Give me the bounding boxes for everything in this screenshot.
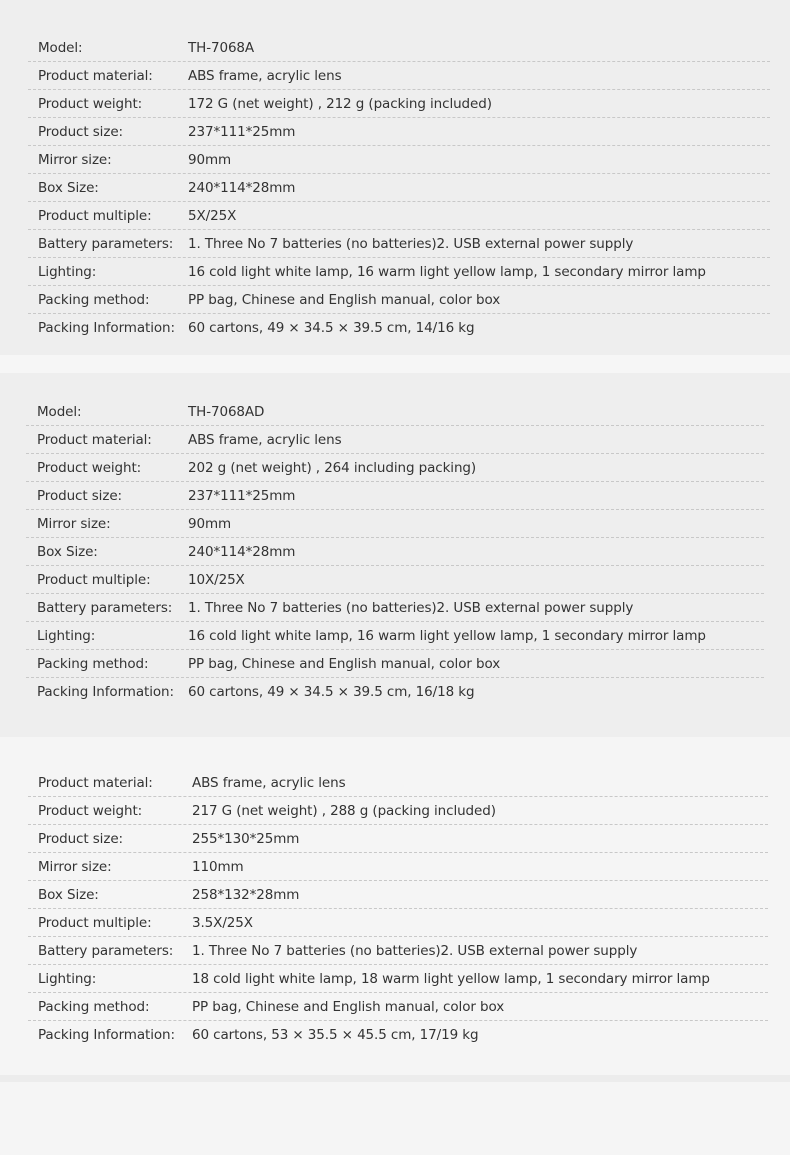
spec-row bbox=[26, 454, 764, 482]
spec-label: Box Size: bbox=[38, 886, 99, 903]
spec-value: 16 cold light white lamp, 16 warm light yellow lamp, 1 secondary mirror lamp bbox=[188, 263, 706, 280]
spec-row bbox=[28, 286, 770, 314]
spec-value: 60 cartons, 49 × 34.5 × 39.5 cm, 16/18 kg bbox=[188, 684, 475, 700]
spec-row bbox=[28, 90, 770, 118]
spec-row bbox=[26, 482, 764, 510]
spec-label: Lighting: bbox=[37, 627, 96, 644]
spec-table-2 bbox=[26, 398, 764, 706]
spec-value: 90mm bbox=[188, 515, 232, 532]
spec-label: Packing Information: bbox=[38, 1027, 175, 1043]
spec-value: 16 cold light white lamp, 16 warm light yellow lamp, 1 secondary mirror lamp bbox=[188, 627, 706, 644]
spec-label: Product size: bbox=[38, 830, 123, 847]
spec-value: ABS frame, acrylic lens bbox=[188, 67, 342, 84]
spec-value: ABS frame, acrylic lens bbox=[188, 431, 342, 448]
spec-label: Mirror size: bbox=[38, 151, 112, 168]
spec-row bbox=[28, 314, 770, 342]
spec-row bbox=[28, 230, 770, 258]
spec-value: ABS frame, acrylic lens bbox=[192, 774, 346, 791]
spec-value: 237*111*25mm bbox=[188, 123, 296, 140]
spec-row bbox=[28, 825, 768, 853]
spec-row bbox=[28, 937, 768, 965]
spec-value: 60 cartons, 53 × 35.5 × 45.5 cm, 17/19 kg bbox=[192, 1027, 479, 1043]
spec-label: Product weight: bbox=[37, 459, 142, 476]
spec-row bbox=[26, 678, 764, 706]
spec-row bbox=[28, 853, 768, 881]
spec-row bbox=[28, 993, 768, 1021]
spec-row bbox=[28, 258, 770, 286]
spec-value: 60 cartons, 49 × 34.5 × 39.5 cm, 14/16 kg bbox=[188, 320, 475, 336]
spec-label: Box Size: bbox=[37, 543, 98, 560]
panel-divider bbox=[0, 355, 790, 373]
spec-label: Model: bbox=[37, 403, 82, 420]
panel-divider bbox=[0, 1075, 790, 1082]
spec-label: Product weight: bbox=[38, 95, 143, 112]
spec-value: TH-7068A bbox=[188, 39, 255, 56]
spec-row bbox=[26, 622, 764, 650]
spec-label: Mirror size: bbox=[38, 858, 112, 875]
spec-row bbox=[28, 146, 770, 174]
spec-row bbox=[28, 965, 768, 993]
spec-value: 255*130*25mm bbox=[192, 830, 300, 847]
spec-value: 110mm bbox=[192, 858, 244, 875]
spec-value: 1. Three No 7 batteries (no batteries)2. USB external power supply bbox=[192, 942, 638, 959]
spec-label: Product size: bbox=[38, 123, 123, 140]
spec-value: 90mm bbox=[188, 151, 232, 168]
spec-label: Lighting: bbox=[38, 970, 97, 987]
spec-row bbox=[26, 510, 764, 538]
spec-value: 10X/25X bbox=[188, 571, 245, 588]
spec-row bbox=[26, 650, 764, 678]
spec-row bbox=[26, 398, 764, 426]
spec-value: PP bag, Chinese and English manual, color box bbox=[188, 291, 501, 308]
spec-row bbox=[28, 909, 768, 937]
spec-value: 1. Three No 7 batteries (no batteries)2. USB external power supply bbox=[188, 599, 634, 616]
spec-value: 1. Three No 7 batteries (no batteries)2. USB external power supply bbox=[188, 235, 634, 252]
spec-label: Product weight: bbox=[38, 802, 143, 819]
spec-label: Product material: bbox=[37, 431, 152, 448]
spec-label: Box Size: bbox=[38, 179, 99, 196]
spec-row bbox=[26, 426, 764, 454]
spec-row bbox=[28, 881, 768, 909]
spec-label: Product multiple: bbox=[38, 914, 152, 931]
spec-label: Battery parameters: bbox=[37, 599, 173, 616]
spec-value: 18 cold light white lamp, 18 warm light yellow lamp, 1 secondary mirror lamp bbox=[192, 970, 710, 987]
spec-label: Battery parameters: bbox=[38, 235, 174, 252]
spec-table-1 bbox=[28, 34, 770, 342]
spec-value: 258*132*28mm bbox=[192, 886, 300, 903]
spec-row bbox=[28, 202, 770, 230]
spec-label: Packing method: bbox=[38, 998, 150, 1015]
spec-row bbox=[28, 34, 770, 62]
spec-value: TH-7068AD bbox=[188, 403, 265, 420]
spec-label: Battery parameters: bbox=[38, 942, 174, 959]
spec-label: Lighting: bbox=[38, 263, 97, 280]
spec-row bbox=[26, 566, 764, 594]
spec-table-3 bbox=[28, 769, 768, 1049]
spec-label: Product multiple: bbox=[38, 207, 152, 224]
spec-label: Product material: bbox=[38, 67, 153, 84]
spec-label: Packing method: bbox=[37, 655, 149, 672]
spec-value: 5X/25X bbox=[188, 207, 237, 224]
spec-row bbox=[28, 118, 770, 146]
spec-row bbox=[28, 797, 768, 825]
spec-label: Packing Information: bbox=[37, 684, 174, 700]
spec-row bbox=[28, 174, 770, 202]
spec-value: 172 G (net weight) , 212 g (packing included) bbox=[188, 95, 492, 112]
page-footer-space bbox=[0, 1082, 790, 1155]
spec-row bbox=[28, 769, 768, 797]
spec-value: 240*114*28mm bbox=[188, 179, 296, 196]
spec-value: PP bag, Chinese and English manual, color box bbox=[188, 655, 501, 672]
spec-value: 217 G (net weight) , 288 g (packing included) bbox=[192, 802, 496, 819]
spec-row bbox=[26, 594, 764, 622]
spec-label: Packing Information: bbox=[38, 320, 175, 336]
spec-label: Model: bbox=[38, 39, 83, 56]
spec-label: Packing method: bbox=[38, 291, 150, 308]
spec-row bbox=[26, 538, 764, 566]
spec-value: 237*111*25mm bbox=[188, 487, 296, 504]
spec-value: 202 g (net weight) , 264 including packing) bbox=[188, 459, 477, 476]
spec-label: Product multiple: bbox=[37, 571, 151, 588]
spec-label: Product material: bbox=[38, 774, 153, 791]
spec-value: PP bag, Chinese and English manual, color box bbox=[192, 998, 505, 1015]
spec-row bbox=[28, 1021, 768, 1049]
spec-value: 240*114*28mm bbox=[188, 543, 296, 560]
spec-value: 3.5X/25X bbox=[192, 914, 253, 931]
spec-label: Product size: bbox=[37, 487, 122, 504]
spec-label: Mirror size: bbox=[37, 515, 111, 532]
spec-row bbox=[28, 62, 770, 90]
